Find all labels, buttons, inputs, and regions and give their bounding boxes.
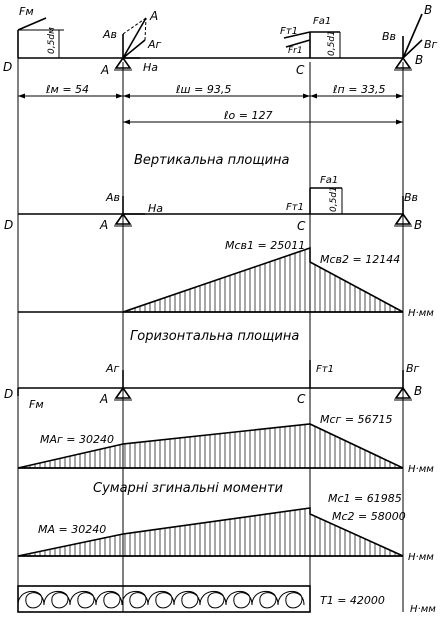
section-total-title: Сумарні згинальні моменти — [93, 481, 283, 496]
fm-force-line — [18, 18, 46, 30]
a-h-label: A — [100, 392, 109, 406]
ma-label: MА = 30240 — [38, 523, 107, 536]
mcb2-label: Mсв2 = 12144 — [320, 253, 401, 266]
dim-lm: ℓм = 54 — [46, 83, 90, 96]
c-h-label: C — [297, 392, 306, 406]
torque-loop — [148, 591, 174, 608]
ft1-v-label: Fт1 — [286, 202, 304, 213]
torque-diagram — [18, 586, 436, 615]
mcb1-label: Mсв1 = 25011 — [225, 239, 306, 252]
b-h-label: B — [414, 384, 423, 398]
unit-3: H·мм — [408, 552, 434, 563]
torque-loop — [44, 591, 70, 608]
torque-loop — [226, 591, 252, 608]
torque-loop — [252, 591, 278, 608]
mcr-label: Mсг = 56715 — [320, 413, 393, 426]
ft1-h-label: Fт1 — [316, 364, 334, 375]
br-h-label: Bг — [406, 362, 420, 375]
ha-v-label: Hа — [148, 202, 164, 215]
fa1-v-label: Fа1 — [320, 175, 339, 186]
ha-top-label: Hа — [143, 61, 159, 74]
b-vector-label: B — [424, 3, 433, 17]
bb-label: Bв — [382, 30, 397, 43]
d-top-label: D — [3, 60, 13, 74]
a-v-label: A — [100, 218, 109, 232]
unit-4: H·мм — [410, 604, 436, 615]
dim-ln: ℓп = 33,5 — [333, 83, 386, 96]
dim-05d1-top: 0,5d1 — [327, 30, 337, 56]
torque-loop — [278, 591, 304, 608]
moment-diagram-horizontal — [18, 413, 434, 475]
dim-lo: ℓо = 127 — [224, 109, 273, 122]
section-vertical-title: Вертикальна площина — [134, 153, 290, 168]
a-vector — [123, 18, 146, 58]
torque-loop — [122, 591, 148, 608]
unit-1: H·мм — [408, 308, 434, 319]
b-v-label: B — [414, 218, 423, 232]
unit-2: H·мм — [408, 464, 434, 475]
fa1-top-label: Fа1 — [313, 16, 332, 27]
bb-v-label: Bв — [404, 191, 419, 204]
c-v-label: C — [297, 219, 306, 233]
dim-05dm: 0,5dм — [47, 27, 57, 54]
torque-loop — [200, 591, 226, 608]
dim-05d1-v: 0,5d1 — [329, 186, 339, 212]
fm-left-label: Fм — [29, 398, 44, 411]
torque-loop — [70, 591, 96, 608]
horizontal-plane-scheme — [4, 360, 422, 411]
fm-top-label: Fм — [19, 5, 34, 18]
d-v-label: D — [4, 218, 14, 232]
t1-label: T1 = 42000 — [320, 594, 385, 607]
a-vector-label: A — [150, 9, 159, 23]
a-top-label: A — [101, 63, 110, 77]
moment-diagram-total — [18, 492, 434, 563]
section-horizontal-title: Горизонтальна площина — [130, 329, 300, 344]
b-top-label: B — [415, 53, 424, 67]
ab-v-label: Aв — [106, 191, 121, 204]
ar-label: Aг — [148, 38, 162, 51]
moment-diagram-vertical — [18, 239, 434, 319]
mc2-label: Mс2 = 58000 — [332, 510, 406, 523]
vertical-plane-scheme — [4, 175, 422, 233]
fr1-top-label: Fr1 — [288, 46, 303, 56]
ft1-top-label: Fт1 — [280, 26, 298, 37]
d-h-label: D — [4, 387, 14, 401]
ar-arrow — [123, 40, 145, 58]
dim-lw: ℓш = 93,5 — [176, 83, 232, 96]
ab-label: Aв — [103, 28, 118, 41]
torque-loop — [96, 591, 122, 608]
br-label: Bг — [424, 38, 438, 51]
dimension-lines — [18, 83, 403, 125]
ar-h-label: Aг — [106, 362, 120, 375]
torque-loop — [174, 591, 200, 608]
b-vector — [403, 14, 422, 58]
mc1-label: Mс1 = 61985 — [328, 492, 402, 505]
spatial-scheme — [3, 3, 438, 77]
torque-loop — [18, 591, 44, 608]
c-top-label: C — [296, 63, 305, 77]
mar-label: MАг = 30240 — [40, 433, 114, 446]
